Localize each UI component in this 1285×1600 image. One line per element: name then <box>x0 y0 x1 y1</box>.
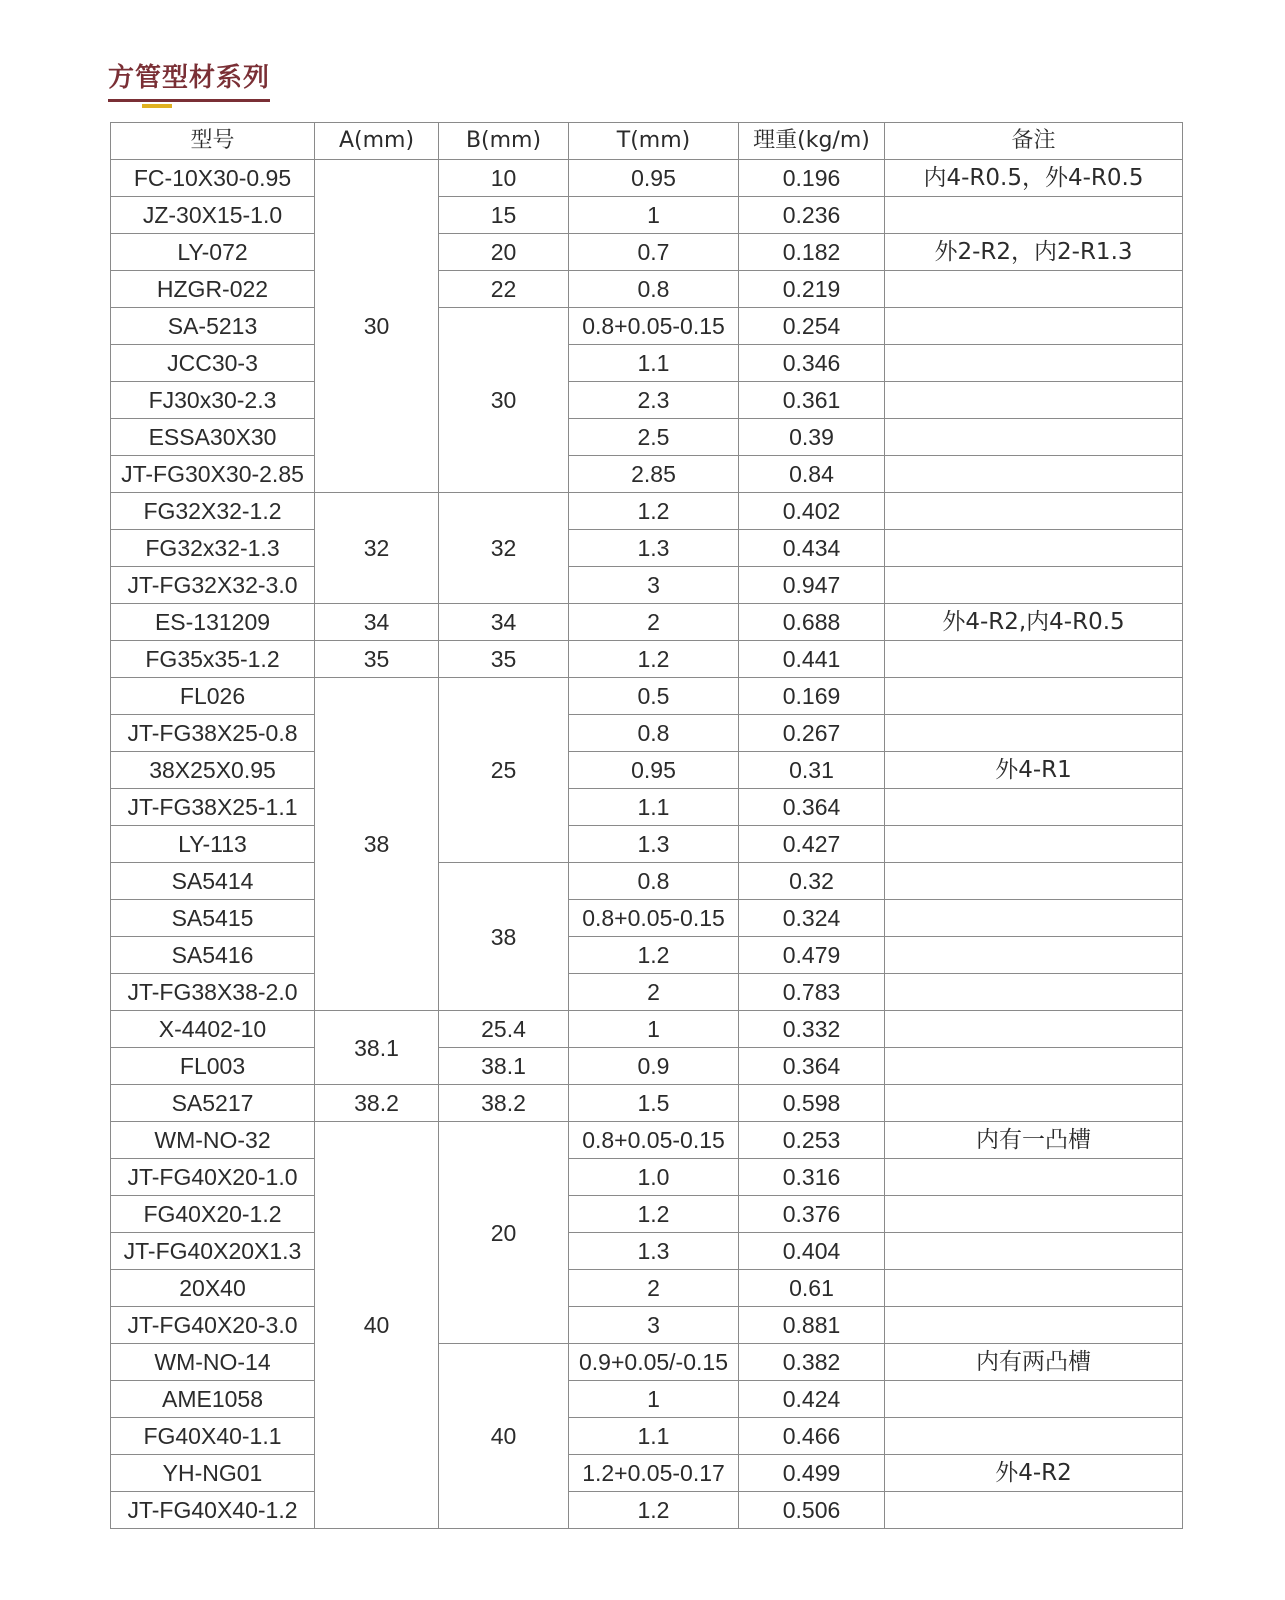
t-cell: 2.5 <box>569 419 739 456</box>
note-cell <box>885 937 1183 974</box>
model-cell: FL003 <box>111 1048 315 1085</box>
t-cell: 1.2 <box>569 641 739 678</box>
weight-cell: 0.479 <box>739 937 885 974</box>
t-cell: 0.7 <box>569 234 739 271</box>
weight-cell: 0.346 <box>739 345 885 382</box>
table-row <box>111 1418 1183 1455</box>
note-cell: 外4-R2 <box>885 1455 1183 1492</box>
note-cell <box>885 271 1183 308</box>
a-cell: 30 <box>315 160 439 493</box>
note-cell <box>885 1233 1183 1270</box>
t-cell: 1.2 <box>569 937 739 974</box>
t-cell: 2 <box>569 974 739 1011</box>
model-cell: JT-FG38X25-1.1 <box>111 789 315 826</box>
model-cell: ES-131209 <box>111 604 315 641</box>
t-cell: 0.9 <box>569 1048 739 1085</box>
t-cell: 0.9+0.05/-0.15 <box>569 1344 739 1381</box>
b-cell: 22 <box>439 271 569 308</box>
a-cell: 35 <box>315 641 439 678</box>
weight-cell: 0.169 <box>739 678 885 715</box>
weight-cell: 0.196 <box>739 160 885 197</box>
t-cell: 2 <box>569 1270 739 1307</box>
weight-cell: 0.427 <box>739 826 885 863</box>
t-cell: 1.2+0.05-0.17 <box>569 1455 739 1492</box>
table-row <box>111 1159 1183 1196</box>
b-cell: 40 <box>439 1344 569 1529</box>
t-cell: 2 <box>569 604 739 641</box>
model-cell: JT-FG40X20-3.0 <box>111 1307 315 1344</box>
model-cell: X-4402-10 <box>111 1011 315 1048</box>
table-row <box>111 197 1183 234</box>
t-cell: 1.3 <box>569 826 739 863</box>
note-cell <box>885 826 1183 863</box>
note-cell: 外4-R1 <box>885 752 1183 789</box>
model-cell: SA5414 <box>111 863 315 900</box>
b-cell: 30 <box>439 308 569 493</box>
note-cell: 外2-R2，内2-R1.3 <box>885 234 1183 271</box>
note-cell <box>885 863 1183 900</box>
table-row <box>111 937 1183 974</box>
model-cell: 38X25X0.95 <box>111 752 315 789</box>
note-cell <box>885 1159 1183 1196</box>
model-cell: FG35x35-1.2 <box>111 641 315 678</box>
profile-spec-table <box>110 122 1183 1529</box>
table-row <box>111 234 1183 271</box>
table-row <box>111 530 1183 567</box>
model-cell: JCC30-3 <box>111 345 315 382</box>
weight-cell: 0.316 <box>739 1159 885 1196</box>
weight-cell: 0.402 <box>739 493 885 530</box>
model-cell: LY-113 <box>111 826 315 863</box>
weight-cell: 0.32 <box>739 863 885 900</box>
table-row <box>111 715 1183 752</box>
t-cell: 0.8 <box>569 715 739 752</box>
note-cell: 内4-R0.5，外4-R0.5 <box>885 160 1183 197</box>
page-title-block <box>108 60 270 98</box>
b-cell: 15 <box>439 197 569 234</box>
model-cell: FG32x32-1.3 <box>111 530 315 567</box>
weight-cell: 0.466 <box>739 1418 885 1455</box>
t-cell: 0.8+0.05-0.15 <box>569 900 739 937</box>
model-cell: JT-FG40X20X1.3 <box>111 1233 315 1270</box>
table-row <box>111 752 1183 789</box>
t-cell: 3 <box>569 1307 739 1344</box>
note-cell <box>885 1307 1183 1344</box>
t-cell: 2.3 <box>569 382 739 419</box>
b-cell: 10 <box>439 160 569 197</box>
t-cell: 1.0 <box>569 1159 739 1196</box>
note-cell <box>885 789 1183 826</box>
t-cell: 1.1 <box>569 345 739 382</box>
note-cell <box>885 1085 1183 1122</box>
model-cell: WM-NO-14 <box>111 1344 315 1381</box>
weight-cell: 0.947 <box>739 567 885 604</box>
table-row <box>111 974 1183 1011</box>
t-cell: 0.8 <box>569 271 739 308</box>
weight-cell: 0.404 <box>739 1233 885 1270</box>
weight-cell: 0.376 <box>739 1196 885 1233</box>
model-cell: JT-FG32X32-3.0 <box>111 567 315 604</box>
model-cell: 20X40 <box>111 1270 315 1307</box>
weight-cell: 0.598 <box>739 1085 885 1122</box>
table-row <box>111 826 1183 863</box>
note-cell <box>885 382 1183 419</box>
model-cell: HZGR-022 <box>111 271 315 308</box>
model-cell: WM-NO-32 <box>111 1122 315 1159</box>
t-cell: 0.8 <box>569 863 739 900</box>
note-cell <box>885 678 1183 715</box>
header-t: T(mm) <box>569 123 739 160</box>
note-cell <box>885 493 1183 530</box>
weight-cell: 0.236 <box>739 197 885 234</box>
table-body <box>111 160 1183 1529</box>
weight-cell: 0.324 <box>739 900 885 937</box>
model-cell: FC-10X30-0.95 <box>111 160 315 197</box>
weight-cell: 0.499 <box>739 1455 885 1492</box>
b-cell: 38.1 <box>439 1048 569 1085</box>
table-row <box>111 1233 1183 1270</box>
model-cell: YH-NG01 <box>111 1455 315 1492</box>
note-cell <box>885 530 1183 567</box>
model-cell: LY-072 <box>111 234 315 271</box>
a-cell: 38.1 <box>315 1011 439 1085</box>
weight-cell: 0.881 <box>739 1307 885 1344</box>
weight-cell: 0.382 <box>739 1344 885 1381</box>
note-cell <box>885 345 1183 382</box>
a-cell: 38.2 <box>315 1085 439 1122</box>
model-cell: FG32X32-1.2 <box>111 493 315 530</box>
note-cell <box>885 1492 1183 1529</box>
b-cell: 20 <box>439 1122 569 1344</box>
table-header <box>111 123 1183 160</box>
t-cell: 1.2 <box>569 1196 739 1233</box>
note-cell <box>885 419 1183 456</box>
table-row <box>111 345 1183 382</box>
note-cell <box>885 308 1183 345</box>
weight-cell: 0.434 <box>739 530 885 567</box>
weight-cell: 0.361 <box>739 382 885 419</box>
weight-cell: 0.182 <box>739 234 885 271</box>
weight-cell: 0.31 <box>739 752 885 789</box>
note-cell <box>885 456 1183 493</box>
table-row <box>111 678 1183 715</box>
note-cell <box>885 1196 1183 1233</box>
t-cell: 1.3 <box>569 1233 739 1270</box>
page-title: 方管型材系列 <box>108 63 271 93</box>
model-cell: FG40X40-1.1 <box>111 1418 315 1455</box>
weight-cell: 0.267 <box>739 715 885 752</box>
weight-cell: 0.424 <box>739 1381 885 1418</box>
model-cell: JT-FG30X30-2.85 <box>111 456 315 493</box>
header-row <box>111 123 1183 160</box>
b-cell: 25.4 <box>439 1011 569 1048</box>
weight-cell: 0.39 <box>739 419 885 456</box>
t-cell: 2.85 <box>569 456 739 493</box>
table-row <box>111 567 1183 604</box>
weight-cell: 0.441 <box>739 641 885 678</box>
model-cell: FG40X20-1.2 <box>111 1196 315 1233</box>
note-cell <box>885 1418 1183 1455</box>
model-cell: JZ-30X15-1.0 <box>111 197 315 234</box>
model-cell: JT-FG40X40-1.2 <box>111 1492 315 1529</box>
a-cell: 34 <box>315 604 439 641</box>
table-row <box>111 1455 1183 1492</box>
a-cell: 40 <box>315 1122 439 1529</box>
note-cell: 内有一凸槽 <box>885 1122 1183 1159</box>
table-row <box>111 1011 1183 1048</box>
note-cell <box>885 641 1183 678</box>
weight-cell: 0.61 <box>739 1270 885 1307</box>
note-cell: 内有两凸槽 <box>885 1344 1183 1381</box>
weight-cell: 0.219 <box>739 271 885 308</box>
model-cell: SA5217 <box>111 1085 315 1122</box>
model-cell: SA5415 <box>111 900 315 937</box>
b-cell: 20 <box>439 234 569 271</box>
header-a: A(mm) <box>315 123 439 160</box>
t-cell: 1.3 <box>569 530 739 567</box>
t-cell: 1 <box>569 1381 739 1418</box>
table-row <box>111 1085 1183 1122</box>
t-cell: 0.8+0.05-0.15 <box>569 1122 739 1159</box>
table-row <box>111 308 1183 345</box>
table-row <box>111 1196 1183 1233</box>
table-row <box>111 382 1183 419</box>
note-cell <box>885 1048 1183 1085</box>
weight-cell: 0.506 <box>739 1492 885 1529</box>
table-row <box>111 1048 1183 1085</box>
t-cell: 1.1 <box>569 1418 739 1455</box>
weight-cell: 0.84 <box>739 456 885 493</box>
table-row <box>111 863 1183 900</box>
weight-cell: 0.364 <box>739 789 885 826</box>
table-row <box>111 1344 1183 1381</box>
table-row <box>111 456 1183 493</box>
t-cell: 1 <box>569 1011 739 1048</box>
b-cell: 32 <box>439 493 569 604</box>
note-cell: 外4-R2,内4-R0.5 <box>885 604 1183 641</box>
title-accent-bar <box>142 104 172 108</box>
note-cell <box>885 1381 1183 1418</box>
t-cell: 0.8+0.05-0.15 <box>569 308 739 345</box>
weight-cell: 0.364 <box>739 1048 885 1085</box>
weight-cell: 0.783 <box>739 974 885 1011</box>
table-row <box>111 1492 1183 1529</box>
title-underline <box>108 99 270 102</box>
header-weight: 理重(kg/m) <box>739 123 885 160</box>
note-cell <box>885 567 1183 604</box>
table-row <box>111 493 1183 530</box>
b-cell: 35 <box>439 641 569 678</box>
note-cell <box>885 1011 1183 1048</box>
note-cell <box>885 715 1183 752</box>
weight-cell: 0.254 <box>739 308 885 345</box>
b-cell: 34 <box>439 604 569 641</box>
note-cell <box>885 900 1183 937</box>
model-cell: ESSA30X30 <box>111 419 315 456</box>
table-row <box>111 1122 1183 1159</box>
model-cell: FL026 <box>111 678 315 715</box>
model-cell: FJ30x30-2.3 <box>111 382 315 419</box>
model-cell: JT-FG40X20-1.0 <box>111 1159 315 1196</box>
note-cell <box>885 1270 1183 1307</box>
table-row <box>111 641 1183 678</box>
table-row <box>111 1270 1183 1307</box>
model-cell: AME1058 <box>111 1381 315 1418</box>
weight-cell: 0.253 <box>739 1122 885 1159</box>
table-row <box>111 1381 1183 1418</box>
note-cell <box>885 197 1183 234</box>
header-model: 型号 <box>111 123 315 160</box>
header-b: B(mm) <box>439 123 569 160</box>
model-cell: JT-FG38X25-0.8 <box>111 715 315 752</box>
table-row <box>111 789 1183 826</box>
table-row <box>111 900 1183 937</box>
table-row <box>111 1307 1183 1344</box>
table-row <box>111 419 1183 456</box>
a-cell: 32 <box>315 493 439 604</box>
model-cell: SA-5213 <box>111 308 315 345</box>
t-cell: 1.1 <box>569 789 739 826</box>
t-cell: 1.2 <box>569 1492 739 1529</box>
t-cell: 0.95 <box>569 752 739 789</box>
model-cell: SA5416 <box>111 937 315 974</box>
a-cell: 38 <box>315 678 439 1011</box>
weight-cell: 0.688 <box>739 604 885 641</box>
table-row <box>111 160 1183 197</box>
weight-cell: 0.332 <box>739 1011 885 1048</box>
header-note: 备注 <box>885 123 1183 160</box>
b-cell: 38 <box>439 863 569 1011</box>
t-cell: 0.5 <box>569 678 739 715</box>
note-cell <box>885 974 1183 1011</box>
t-cell: 0.95 <box>569 160 739 197</box>
b-cell: 25 <box>439 678 569 863</box>
t-cell: 3 <box>569 567 739 604</box>
t-cell: 1.5 <box>569 1085 739 1122</box>
table-row <box>111 604 1183 641</box>
t-cell: 1.2 <box>569 493 739 530</box>
b-cell: 38.2 <box>439 1085 569 1122</box>
model-cell: JT-FG38X38-2.0 <box>111 974 315 1011</box>
t-cell: 1 <box>569 197 739 234</box>
table-row <box>111 271 1183 308</box>
